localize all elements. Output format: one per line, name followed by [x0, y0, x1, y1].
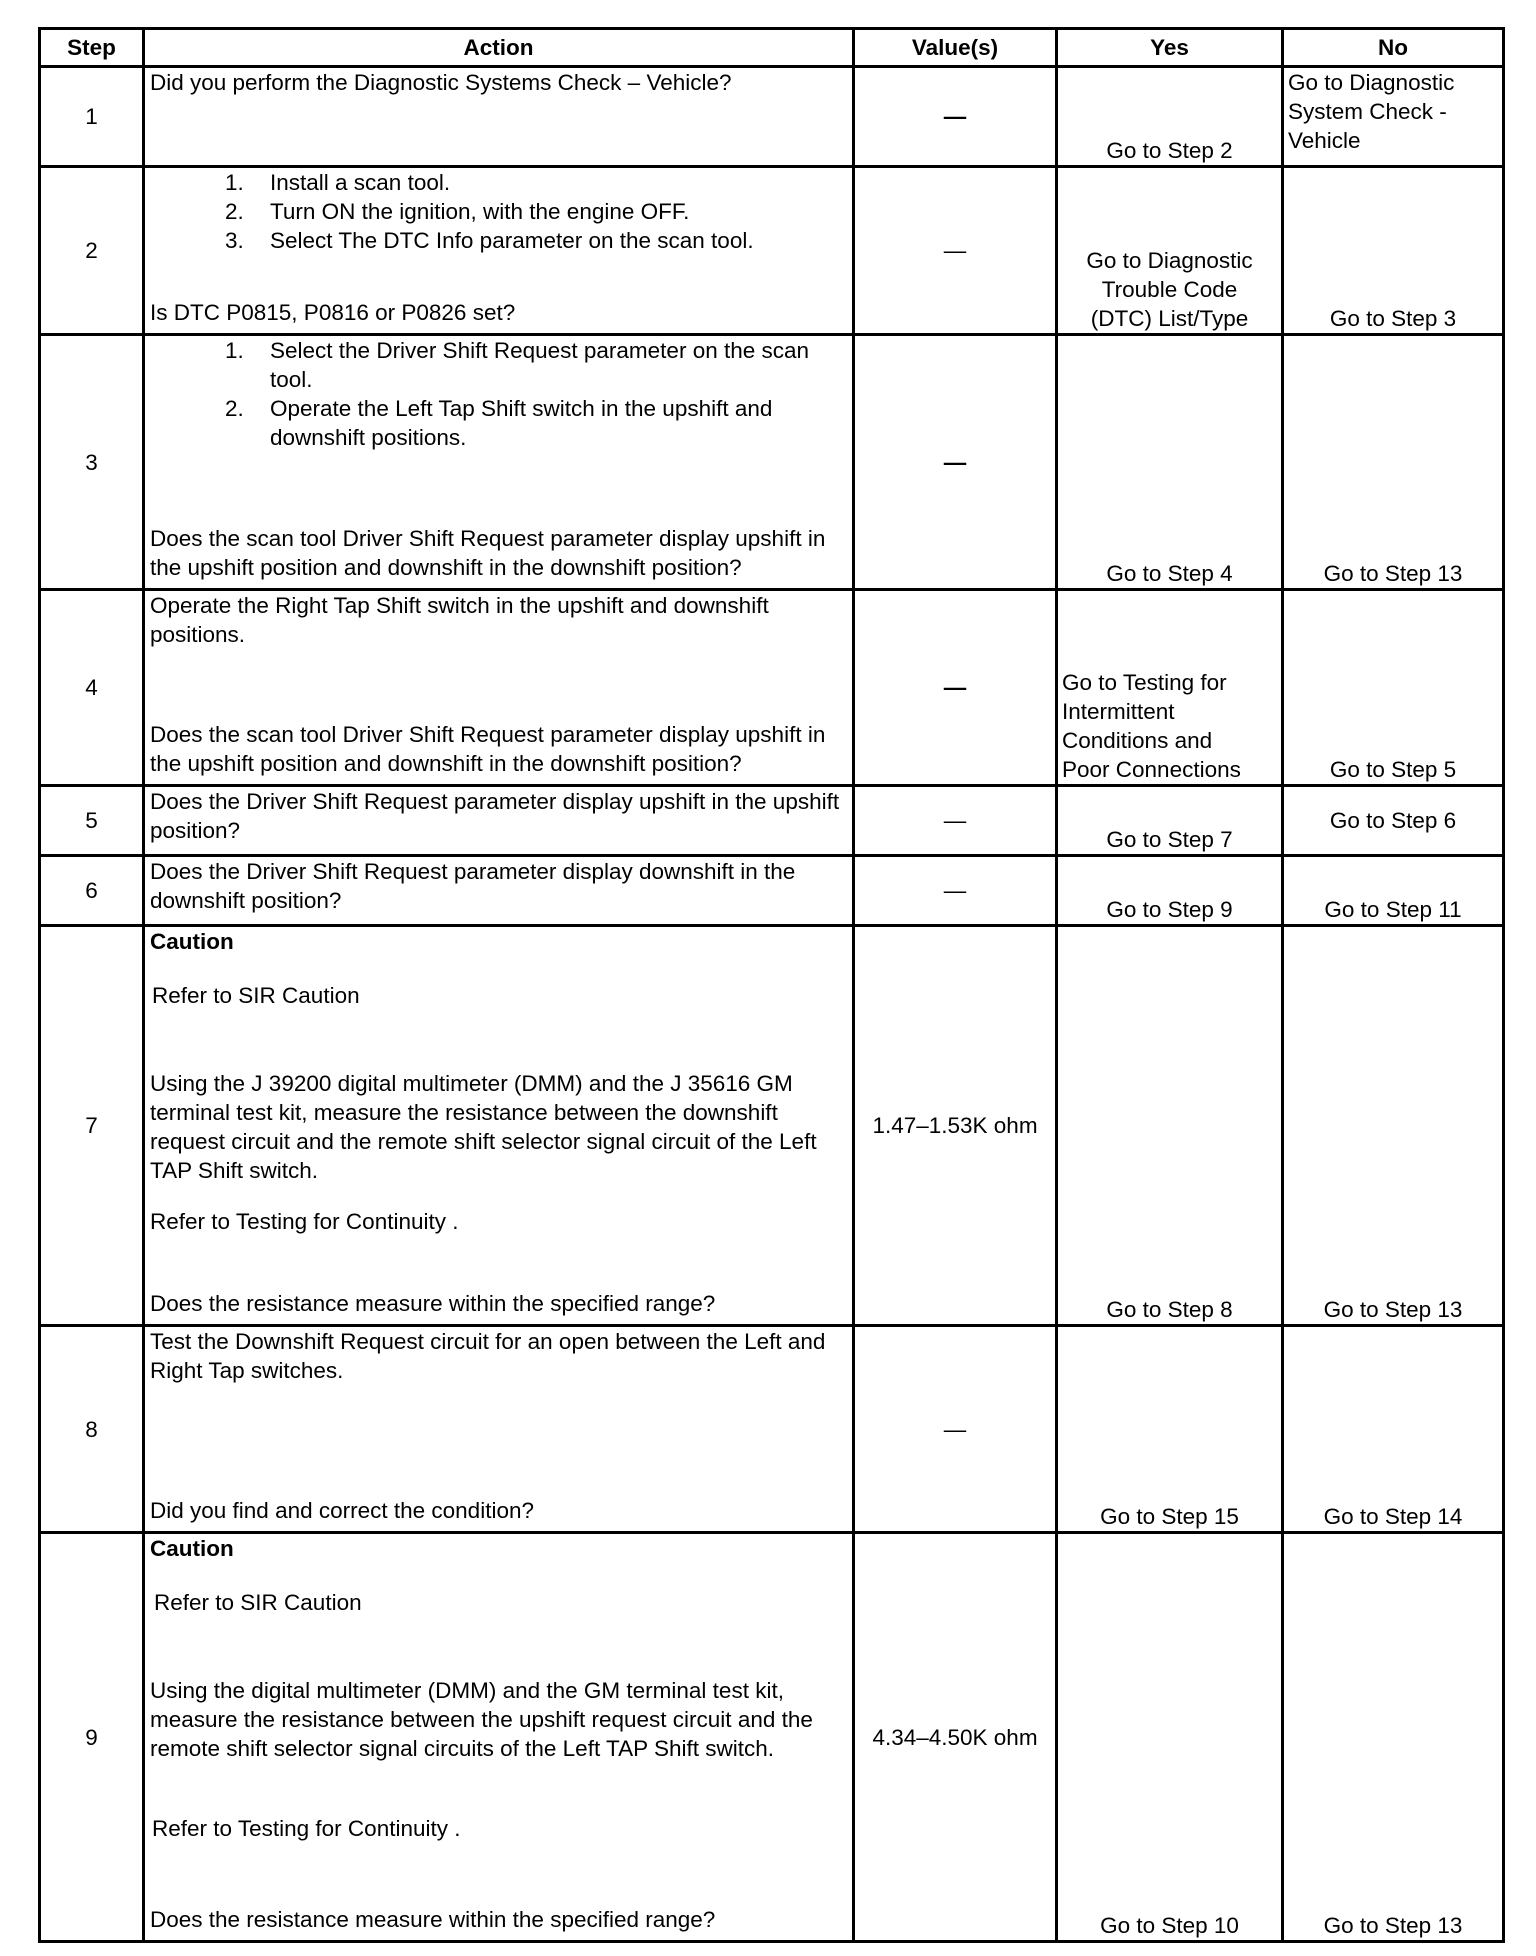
value-cell: —	[854, 1326, 1057, 1533]
value-cell: —	[854, 335, 1057, 590]
step-number: 9	[40, 1533, 144, 1942]
action-cell	[144, 1533, 854, 1942]
action-list	[150, 336, 847, 452]
caution-reference: Refer to SIR Caution	[154, 1590, 362, 1615]
caution-heading: Caution	[150, 1536, 234, 1561]
header-no: No	[1283, 29, 1504, 67]
action-question: Does the scan tool Driver Shift Request parameter display upshift in the upshift position and downshift in the downshift position?	[150, 526, 826, 580]
action-question: Does the resistance measure within the specified range?	[150, 1291, 716, 1316]
continuity-reference: Refer to Testing for Continuity .	[150, 1209, 459, 1234]
action-cell	[144, 786, 854, 856]
step-number: 7	[40, 926, 144, 1326]
yes-cell: Go to Step 7	[1057, 786, 1283, 856]
table-row-step-4	[40, 590, 1504, 786]
action-cell	[144, 335, 854, 590]
value-cell: —	[854, 590, 1057, 786]
table-row-step-1	[40, 67, 1504, 167]
table-row-step-6	[40, 856, 1504, 926]
table-row-step-7	[40, 926, 1504, 1326]
table-row-step-3	[40, 335, 1504, 590]
header-values: Value(s)	[854, 29, 1057, 67]
step-number: 1	[40, 67, 144, 167]
caution-heading: Caution	[150, 929, 234, 954]
no-cell: Go to Step 5	[1283, 590, 1504, 786]
action-text: Does the Driver Shift Request parameter display downshift in the downshift position?	[150, 859, 796, 913]
action-cell	[144, 1326, 854, 1533]
no-cell: Go to Diagnostic System Check - Vehicle	[1283, 67, 1504, 167]
list-item: 1. Install a scan tool.	[250, 168, 847, 197]
action-question: Is DTC P0815, P0816 or P0826 set?	[150, 300, 516, 325]
step-number: 4	[40, 590, 144, 786]
value-cell: —	[854, 67, 1057, 167]
no-cell: Go to Step 13	[1283, 335, 1504, 590]
yes-cell: Go to Step 2	[1057, 67, 1283, 167]
yes-cell: Go to Diagnostic Trouble Code (DTC) List/Type	[1057, 167, 1283, 335]
value-cell: 1.47–1.53K ohm	[854, 926, 1057, 1326]
no-cell: Go to Step 6	[1283, 786, 1504, 856]
yes-cell: Go to Step 4	[1057, 335, 1283, 590]
table-row-step-2	[40, 167, 1504, 335]
list-item: 2. Turn ON the ignition, with the engine OFF.	[250, 197, 847, 226]
step-number: 8	[40, 1326, 144, 1533]
action-text: Test the Downshift Request circuit for an open between the Left and Right Tap switches.	[150, 1329, 826, 1383]
value-cell: —	[854, 167, 1057, 335]
no-cell: Go to Step 3	[1283, 167, 1504, 335]
action-cell	[144, 926, 854, 1326]
step-number: 2	[40, 167, 144, 335]
action-text: Did you perform the Diagnostic Systems Check – Vehicle?	[150, 70, 732, 95]
header-yes: Yes	[1057, 29, 1283, 67]
diagnostic-table	[38, 27, 1505, 1943]
continuity-reference: Refer to Testing for Continuity .	[152, 1816, 461, 1841]
action-cell	[144, 856, 854, 926]
step-number: 6	[40, 856, 144, 926]
value-cell: —	[854, 856, 1057, 926]
action-cell	[144, 590, 854, 786]
yes-cell: Go to Step 8	[1057, 926, 1283, 1326]
step-number: 5	[40, 786, 144, 856]
action-cell	[144, 167, 854, 335]
table-row-step-9	[40, 1533, 1504, 1942]
header-row	[40, 29, 1504, 67]
list-item: 1. Select the Driver Shift Request parameter on the scan tool.	[250, 336, 847, 394]
no-cell: Go to Step 11	[1283, 856, 1504, 926]
action-list	[150, 168, 847, 255]
no-cell: Go to Step 13	[1283, 926, 1504, 1326]
header-step: Step	[40, 29, 144, 67]
value-cell: 4.34–4.50K ohm	[854, 1533, 1057, 1942]
action-question: Does the scan tool Driver Shift Request parameter display upshift in the upshift position and downshift in the downshift position?	[150, 722, 826, 776]
no-cell: Go to Step 14	[1283, 1326, 1504, 1533]
action-text: Using the J 39200 digital multimeter (DMM) and the J 35616 GM terminal test kit, measure the resistance between the downshift request circuit and the remote shift selector signal circuit of the Left TAP Shift switch.	[150, 1071, 817, 1183]
yes-cell: Go to Step 15	[1057, 1326, 1283, 1533]
caution-reference: Refer to SIR Caution	[152, 983, 360, 1008]
list-item: 2. Operate the Left Tap Shift switch in the upshift and downshift positions.	[250, 394, 847, 452]
action-text: Does the Driver Shift Request parameter display upshift in the upshift position?	[150, 789, 840, 843]
table-row-step-8	[40, 1326, 1504, 1533]
yes-cell: Go to Step 9	[1057, 856, 1283, 926]
yes-cell: Go to Step 10	[1057, 1533, 1283, 1942]
no-cell: Go to Step 13	[1283, 1533, 1504, 1942]
header-action: Action	[144, 29, 854, 67]
action-text: Using the digital multimeter (DMM) and the GM terminal test kit, measure the resistance between the upshift request circuit and the remote shift selector signal circuits of the Left TAP Shift switch.	[150, 1678, 813, 1761]
table-row-step-5	[40, 786, 1504, 856]
step-number: 3	[40, 335, 144, 590]
list-item: 3. Select The DTC Info parameter on the scan tool.	[250, 226, 847, 255]
value-cell: —	[854, 786, 1057, 856]
action-text: Operate the Right Tap Shift switch in the upshift and downshift positions.	[150, 593, 769, 647]
yes-cell: Go to Testing for Intermittent Conditions and Poor Connections	[1057, 590, 1283, 786]
action-cell	[144, 67, 854, 167]
action-question: Does the resistance measure within the specified range?	[150, 1907, 716, 1932]
action-question: Did you find and correct the condition?	[150, 1498, 534, 1523]
